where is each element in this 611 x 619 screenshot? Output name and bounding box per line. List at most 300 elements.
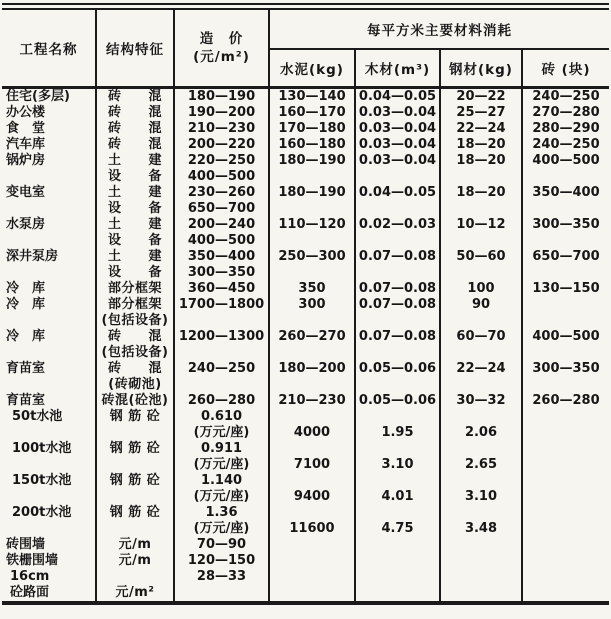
cell-steel (440, 441, 522, 473)
cell-line: 深井泵房 (6, 249, 59, 264)
cell-cost (174, 105, 269, 121)
header-cement: 水泥(kg) (269, 49, 355, 88)
cell-cost (174, 473, 269, 505)
cell-cost (174, 121, 269, 137)
cell-brick (522, 88, 609, 106)
cell-wood (355, 249, 440, 281)
cell-brick (522, 297, 609, 329)
cell-cost (174, 281, 269, 297)
cell-line: 1.36 (205, 505, 238, 520)
cell-cement (269, 217, 355, 249)
cell-structure (96, 121, 174, 137)
cell-structure (96, 569, 174, 603)
cell-line: (包括设备) (101, 313, 169, 328)
cell-cement (269, 553, 355, 569)
cell-cement (269, 537, 355, 553)
cell-line: 元/m (118, 537, 152, 552)
cell-steel (440, 361, 522, 393)
cell-line: 16cm (10, 569, 50, 584)
cell-line: 400—500 (532, 153, 600, 168)
cell-line: 22—24 (456, 121, 506, 136)
cell-line: 90 (471, 297, 491, 312)
cell-line: 0.05—0.06 (358, 361, 437, 376)
cell-line: 钢 筋 砼 (109, 409, 161, 424)
cell-project-name (2, 105, 96, 121)
table-row (2, 553, 609, 569)
cell-line: 650—700 (187, 201, 256, 216)
cell-line: 210—230 (187, 121, 256, 136)
cell-cement (269, 361, 355, 393)
cell-line: 160—180 (278, 137, 346, 152)
cell-project-name (2, 553, 96, 569)
cell-cement (269, 281, 355, 297)
cell-project-name (2, 249, 96, 281)
cell-line: 砖 混 (107, 361, 162, 376)
cell-wood (355, 217, 440, 249)
cell-wood (355, 185, 440, 217)
construction-cost-table (2, 3, 609, 605)
cell-steel (440, 329, 522, 361)
cell-line: 210—230 (278, 393, 346, 408)
cell-line: 400—500 (187, 233, 256, 248)
cell-structure (96, 553, 174, 569)
cell-line: 设 备 (107, 169, 162, 184)
cell-structure (96, 281, 174, 297)
table-header (2, 7, 609, 88)
cell-structure (96, 88, 174, 106)
cell-line: 170—180 (278, 121, 346, 136)
cell-project-name (2, 121, 96, 137)
cell-cement (269, 88, 355, 106)
cell-line: 0.04—0.05 (358, 89, 437, 104)
cell-cost (174, 137, 269, 153)
cell-steel (440, 249, 522, 281)
cell-project-name (2, 569, 96, 603)
cell-wood (355, 553, 440, 569)
cell-line: 10—12 (456, 217, 506, 232)
cell-line: 0.03—0.04 (358, 137, 437, 152)
cell-line: 1200—1300 (178, 329, 265, 344)
cell-line: 350—400 (532, 185, 600, 200)
cell-wood (355, 393, 440, 409)
cell-cement (269, 505, 355, 537)
cell-line: 180—190 (187, 89, 256, 104)
table-row (2, 537, 609, 553)
cell-cost (174, 185, 269, 217)
header-cost-line1: 造 价 (199, 31, 244, 47)
cell-line: 0.07—0.08 (358, 281, 437, 296)
cell-line: 设 备 (107, 233, 162, 248)
cell-line: (包括设备) (101, 345, 169, 360)
cell-line: 190—200 (187, 105, 256, 120)
cell-steel (440, 217, 522, 249)
cell-line: 350—400 (187, 249, 256, 264)
cell-wood (355, 569, 440, 603)
cell-wood (355, 121, 440, 137)
cell-wood (355, 88, 440, 106)
cell-structure (96, 105, 174, 121)
cell-line: 130—140 (278, 89, 346, 104)
table-row (2, 441, 609, 473)
cell-line: 住宅(多层) (6, 89, 70, 104)
cell-line: 育苗室 (6, 361, 46, 376)
cell-brick (522, 393, 609, 409)
cell-cost (174, 569, 269, 603)
cell-wood (355, 281, 440, 297)
cell-line: 240—250 (187, 361, 256, 376)
cell-steel (440, 393, 522, 409)
cell-project-name (2, 409, 96, 441)
cell-steel (440, 105, 522, 121)
table-row (2, 393, 609, 409)
cell-line: 部分框架 (107, 281, 162, 296)
cell-brick (522, 361, 609, 393)
table-row (2, 281, 609, 297)
cell-cement (269, 153, 355, 185)
cell-line: 铁栅围墙 (6, 553, 59, 568)
cell-line: 150t水池 (12, 473, 72, 488)
header-steel: 钢材(kg) (440, 49, 522, 88)
table-row (2, 153, 609, 185)
cell-line: 60—70 (456, 329, 506, 344)
cell-cost (174, 361, 269, 393)
cell-brick (522, 185, 609, 217)
cell-line: 3.10 (464, 489, 498, 504)
cell-line: 设 备 (107, 201, 162, 216)
cell-line: 9400 (293, 489, 331, 504)
cell-line: 设 备 (107, 265, 162, 280)
cell-line: 100 (467, 281, 495, 296)
header-brick: 砖 (块) (522, 49, 609, 88)
cell-line: 200—220 (187, 137, 256, 152)
cell-wood (355, 441, 440, 473)
cell-line: (砖砌池) (108, 377, 162, 392)
header-wood: 木材(m³) (355, 49, 440, 88)
cell-wood (355, 505, 440, 537)
cell-cement (269, 249, 355, 281)
cell-line: 50—60 (456, 249, 506, 264)
cell-cement (269, 121, 355, 137)
cell-steel (440, 121, 522, 137)
cell-line: 3.48 (464, 521, 498, 536)
cell-line: 0.911 (200, 441, 243, 456)
cell-line: 400—500 (532, 329, 600, 344)
cell-line: 0.05—0.06 (358, 393, 437, 408)
cell-line: 250—300 (278, 249, 346, 264)
cell-line: (万元/座) (193, 457, 250, 472)
cell-structure (96, 153, 174, 185)
header-cost (174, 7, 269, 88)
cell-line: 240—250 (532, 89, 600, 104)
cell-line: 18—20 (456, 185, 506, 200)
cell-cement (269, 105, 355, 121)
cell-steel (440, 137, 522, 153)
cell-line: 230—260 (187, 185, 256, 200)
cell-structure (96, 249, 174, 281)
cell-line: 4000 (293, 425, 331, 440)
cell-line: 0.610 (200, 409, 243, 424)
cell-cement (269, 473, 355, 505)
cell-line: 土 建 (107, 185, 162, 200)
header-consumption: 每平方米主要材料消耗 (269, 7, 609, 50)
cell-line: 砖 混 (107, 89, 162, 104)
cell-steel (440, 505, 522, 537)
cell-steel (440, 281, 522, 297)
cell-line: 22—24 (456, 361, 506, 376)
cell-line: 300—350 (532, 361, 600, 376)
cell-line: 260—280 (187, 393, 256, 408)
cell-brick (522, 153, 609, 185)
cell-wood (355, 329, 440, 361)
cell-line: 0.07—0.08 (358, 249, 437, 264)
cell-brick (522, 537, 609, 553)
cell-cement (269, 569, 355, 603)
cell-line: 270—280 (532, 105, 600, 120)
cell-project-name (2, 153, 96, 185)
cell-structure (96, 505, 174, 537)
cell-brick (522, 249, 609, 281)
cell-cost (174, 393, 269, 409)
cell-brick (522, 553, 609, 569)
cell-cost (174, 297, 269, 329)
cell-wood (355, 537, 440, 553)
cell-line: (万元/座) (193, 521, 250, 536)
cell-line: 变电室 (6, 185, 46, 200)
cell-cost (174, 153, 269, 185)
header-cost-line2: (元/m²) (193, 49, 250, 65)
cell-line: 3.10 (381, 457, 414, 472)
cell-line: 部分框架 (107, 297, 162, 312)
cell-line: 1.140 (200, 473, 243, 488)
cell-line: 砼路面 (10, 585, 50, 600)
cell-brick (522, 217, 609, 249)
cell-cost (174, 537, 269, 553)
cell-structure (96, 185, 174, 217)
cell-structure (96, 329, 174, 361)
cell-project-name (2, 281, 96, 297)
cell-line: 18—20 (456, 137, 506, 152)
table-row (2, 569, 609, 603)
cell-project-name (2, 393, 96, 409)
cell-line: 砖 混 (107, 105, 162, 120)
cell-cement (269, 329, 355, 361)
cell-project-name (2, 505, 96, 537)
cell-line: 11600 (289, 521, 335, 536)
cell-line: 砖 混 (107, 137, 162, 152)
cell-brick (522, 281, 609, 297)
cell-cost (174, 88, 269, 106)
cell-line: 0.03—0.04 (358, 121, 437, 136)
table-row (2, 297, 609, 329)
cell-wood (355, 105, 440, 121)
cell-line: 砖混(砼池) (101, 393, 169, 408)
table-row (2, 88, 609, 106)
cell-steel (440, 569, 522, 603)
cell-line: 办公楼 (6, 105, 46, 120)
cell-line: 220—250 (187, 153, 256, 168)
cell-line: 240—250 (532, 137, 600, 152)
cell-line: 260—280 (532, 393, 600, 408)
cell-line: 砖围墙 (6, 537, 46, 552)
cell-cement (269, 185, 355, 217)
cell-line: 25—27 (456, 105, 506, 120)
cell-line: 砖 混 (107, 121, 162, 136)
cell-steel (440, 553, 522, 569)
cell-steel (440, 185, 522, 217)
cell-line: 0.04—0.05 (358, 185, 437, 200)
cell-line: 160—170 (278, 105, 346, 120)
cell-line: 350 (298, 281, 326, 296)
cell-brick (522, 473, 609, 505)
cell-cement (269, 441, 355, 473)
cell-structure (96, 537, 174, 553)
cell-steel (440, 297, 522, 329)
cell-structure (96, 297, 174, 329)
cell-line: 钢 筋 砼 (109, 505, 161, 520)
cell-steel (440, 537, 522, 553)
cell-line: 冷 库 (6, 329, 46, 344)
cell-cement (269, 409, 355, 441)
cell-line: 300—350 (532, 217, 600, 232)
cell-project-name (2, 537, 96, 553)
cell-project-name (2, 473, 96, 505)
cell-line: 4.75 (381, 521, 414, 536)
cell-project-name (2, 329, 96, 361)
cell-line: 180—190 (278, 153, 346, 168)
cell-structure (96, 217, 174, 249)
cell-brick (522, 329, 609, 361)
cell-line: 冷 库 (6, 281, 46, 296)
table-row (2, 361, 609, 393)
table-row (2, 105, 609, 121)
table-row (2, 185, 609, 217)
cell-line: 28—33 (196, 569, 247, 584)
cell-cost (174, 249, 269, 281)
header-project-name: 工程名称 (19, 42, 78, 58)
cell-line: 50t水池 (12, 409, 63, 424)
table-row (2, 249, 609, 281)
cell-line: 200—240 (187, 217, 256, 232)
cell-wood (355, 137, 440, 153)
cell-cost (174, 553, 269, 569)
cell-brick (522, 409, 609, 441)
cell-steel (440, 88, 522, 106)
cell-line: 砖 混 (107, 329, 162, 344)
cell-brick (522, 569, 609, 603)
cell-cost (174, 441, 269, 473)
cell-line: 食 堂 (6, 121, 46, 136)
table-row (2, 121, 609, 137)
table-row (2, 505, 609, 537)
cell-line: 水泵房 (6, 217, 46, 232)
cell-line: 0.07—0.08 (358, 329, 437, 344)
cell-line: 0.07—0.08 (358, 297, 437, 312)
cell-line: 1.95 (381, 425, 414, 440)
cell-cement (269, 393, 355, 409)
table-row (2, 329, 609, 361)
cell-line: 120—150 (187, 553, 256, 568)
cell-line: 650—700 (532, 249, 600, 264)
cell-line: 2.06 (464, 425, 498, 440)
cell-wood (355, 153, 440, 185)
cell-line: 400—500 (187, 169, 256, 184)
cell-line: 130—150 (532, 281, 600, 296)
cell-cost (174, 409, 269, 441)
cell-line: 100t水池 (12, 441, 72, 456)
cell-brick (522, 105, 609, 121)
cell-line: 280—290 (532, 121, 600, 136)
cell-line: 300 (298, 297, 326, 312)
cell-line: 冷 库 (6, 297, 46, 312)
cell-line: 0.03—0.04 (358, 105, 437, 120)
cell-project-name (2, 441, 96, 473)
cell-steel (440, 153, 522, 185)
cell-project-name (2, 137, 96, 153)
cell-wood (355, 409, 440, 441)
cell-line: 土 建 (107, 249, 162, 264)
cell-structure (96, 393, 174, 409)
cell-line: 18—20 (456, 153, 506, 168)
cell-line: 汽车库 (6, 137, 46, 152)
cell-line: 2.65 (464, 457, 498, 472)
cell-line: (万元/座) (193, 425, 250, 440)
cell-structure (96, 409, 174, 441)
cell-line: 4.01 (381, 489, 414, 504)
cell-line: 260—270 (278, 329, 346, 344)
cell-line: 0.02—0.03 (358, 217, 437, 232)
table-body (2, 88, 609, 604)
cell-line: 200t水池 (12, 505, 72, 520)
cell-line: 土 建 (107, 153, 162, 168)
cell-brick (522, 137, 609, 153)
cell-cost (174, 505, 269, 537)
cell-line: (万元/座) (193, 489, 250, 504)
cell-cement (269, 297, 355, 329)
cell-cement (269, 137, 355, 153)
table-row (2, 217, 609, 249)
cell-brick (522, 441, 609, 473)
cell-brick (522, 121, 609, 137)
cell-line: 180—200 (278, 361, 346, 376)
cell-line: 元/m² (115, 585, 155, 600)
cell-line: 锅炉房 (6, 153, 46, 168)
cell-wood (355, 473, 440, 505)
cell-cost (174, 217, 269, 249)
cell-line: 育苗室 (6, 393, 46, 408)
cell-line: 土 建 (107, 217, 162, 232)
cell-project-name (2, 297, 96, 329)
cell-steel (440, 473, 522, 505)
cell-wood (355, 297, 440, 329)
cell-line: 360—450 (187, 281, 256, 296)
header-structure: 结构特征 (96, 7, 174, 88)
cell-wood (355, 361, 440, 393)
cell-structure (96, 473, 174, 505)
cell-line: 钢 筋 砼 (109, 473, 161, 488)
cell-project-name (2, 361, 96, 393)
cell-steel (440, 409, 522, 441)
cell-brick (522, 505, 609, 537)
cell-line: 110—120 (278, 217, 346, 232)
cell-cost (174, 329, 269, 361)
table-row (2, 409, 609, 441)
cell-project-name (2, 88, 96, 106)
table-row (2, 473, 609, 505)
cell-line: 钢 筋 砼 (109, 441, 161, 456)
table-row (2, 137, 609, 153)
cell-line: 元/m (118, 553, 152, 568)
cell-line: 180—190 (278, 185, 346, 200)
